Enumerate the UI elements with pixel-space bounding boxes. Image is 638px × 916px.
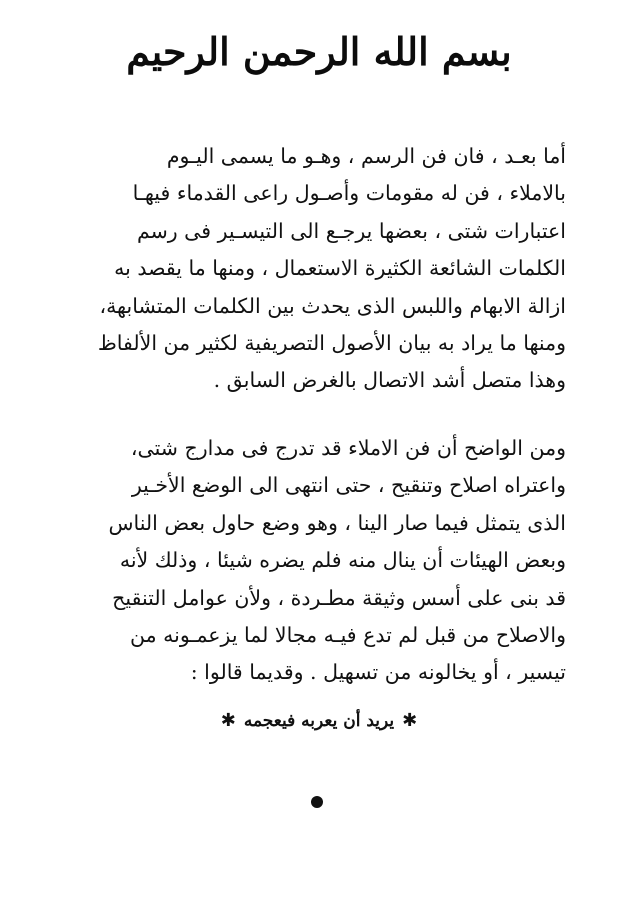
text-line: تيسير ، أو يخالونه من تسهيل . وقديما قالوا : (190, 660, 566, 685)
text-line: الذى يتمثل فيما صار الينا ، وهو وضع حاول بعض الناس (108, 510, 566, 535)
text-line: وبعض الهيئات أن ينال منه فلم يضره شيئا ، وذلك لأنه (119, 548, 566, 573)
proverb-text: يريد أن يعربه فيعجمه (243, 711, 395, 731)
text-line: والاصلاح من قبل لم تدع فيـه مجالا لما يزعمـونه من (130, 622, 566, 647)
text-line: ازالة الابهام واللبس الذى يحدث بين الكلمات المتشابهة، (99, 293, 566, 318)
text-line: أما بعـد ، فان فن الرسم ، وهـو ما يسمى اليـوم (166, 144, 566, 168)
asterisk-icon: ✱ (402, 710, 418, 731)
asterisk-icon: ✱ (220, 710, 236, 731)
text-line: ومنها ما يراد به بيان الأصول التصريفية لكثير من الألفاظ (97, 330, 566, 355)
paragraph-1 (76, 138, 566, 400)
text-line: ومن الواضح أن فن الاملاء قد تدرج فى مدارج شتى، (130, 436, 566, 460)
end-dot-icon (311, 796, 323, 808)
text-line: اعتبارات شتى ، بعضها يرجـع الى التيسـير فى رسم (136, 218, 566, 243)
paragraph-2 (76, 430, 566, 692)
text-line: الكلمات الشائعة الكثيرة الاستعمال ، ومنها ما يقصد به (114, 256, 566, 281)
basmala-heading: بسم الله الرحمن الرحيم (126, 29, 512, 74)
text-line: واعتراه اصلاح وتنقيح ، حتى انتهى الى الوضع الأخـير (131, 473, 566, 498)
text-line: بالاملاء ، فن له مقومات وأصـول راعى القدماء فيهـا (132, 181, 566, 206)
quoted-proverb (0, 706, 638, 736)
text-line: قد بنى على أسس وثيقة مطـردة ، ولأن عوامل التنقيح (112, 585, 566, 610)
text-line: وهذا متصل أشد الاتصال بالغرض السابق . (213, 368, 566, 393)
